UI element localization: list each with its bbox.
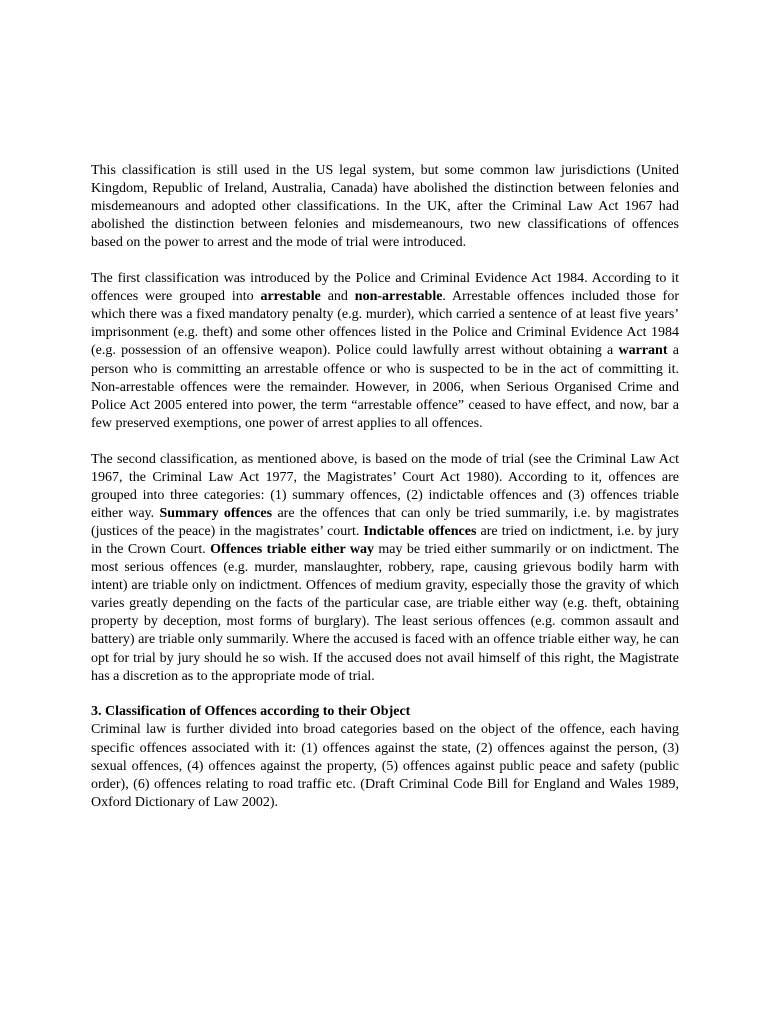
paragraph-text: and (320, 289, 355, 305)
section-classification-by-object (91, 703, 679, 812)
paragraph-text: are the offences that can only be tried summarily, i.e. by magistrates (justices of the peace) in the magistrates’ court. (91, 505, 679, 539)
document-page (91, 162, 679, 812)
paragraph-text: The second classification, as mentioned above, is based on the mode of trial (see the Criminal Law Act 1967, the Criminal Law Act 1977, the Magistrates’ Court Act 1980). According to it, offences are grouped into three categories: (1) summary offences, (2) indictable offences and (3) offences triable either way. (91, 451, 679, 521)
paragraph-text: Criminal law is further divided into broad categories based on the object of the offence, each having specific offences associated with it: (1) offences against the state, (2) offences against the person, (3) sexual offences, (4) offences against the property, (5) offences against public peace and safety (public order), (6) offences relating to road traffic etc. (Draft Criminal Code Bill for England and Wales 1989, Oxford Dictionary of Law 2002). (91, 722, 679, 810)
paragraph-text: The first classification was introduced by the Police and Criminal Evidence Act 1984. According to it offences were grouped into (91, 271, 679, 305)
term-indictable-offences: Indictable offences (363, 523, 477, 539)
paragraph-text: . Arrestable offences included those for which there was a fixed mandatory penalty (e.g. murder), which carried a sentence of at least five years’ imprisonment (e.g. theft) and some other offences listed in the Police and Criminal Evidence Act 1984 (e.g. possession of an offensive weapon). Police could lawfully arrest without obtaining a (91, 289, 679, 359)
paragraph-second-classification (91, 451, 679, 686)
term-arrestable: arrestable (260, 289, 321, 305)
term-summary-offences: Summary offences (159, 505, 273, 521)
term-warrant: warrant (618, 343, 668, 359)
paragraph-object-classification (91, 721, 679, 811)
term-non-arrestable: non-arrestable (354, 289, 443, 305)
paragraph-text: are tried on indictment, i.e. by jury in the Crown Court. (91, 523, 679, 557)
paragraph-us-classification (91, 162, 679, 252)
paragraph-text: This classification is still used in the US legal system, but some common law jurisdictions (United Kingdom, Republic of Ireland, Australia, Canada) have abolished the distinction between felonies and misdemeanours and adopted other classifications. In the UK, after the Criminal Law Act 1967 had abolished the distinction between felonies and misdemeanours, two new classifications of offences based on the power to arrest and the mode of trial were introduced. (91, 163, 679, 251)
paragraph-text: a person who is committing an arrestable offence or who is suspected to be in the act of committing it. Non-arrestable offences were the remainder. However, in 2006, when Serious Organised Crime and Police Act 2005 entered into power, the term “arrestable offence” ceased to have effect, and now, bar a few preserved exemptions, one power of arrest applies to all offences. (91, 343, 680, 431)
paragraph-first-classification (91, 270, 679, 433)
section-heading: 3. Classification of Offences according to their Object (91, 704, 411, 720)
paragraph-text: may be tried either summarily or on indictment. The most serious offences (e.g. murder, manslaughter, robbery, rape, causing grievous bodily harm with intent) are triable only on indictment. Offences of medium gravity, especially those the gravity of which varies greatly depending on the facts of the particular case, are triable either way (e.g. theft, obtaining property by deception, most forms of burglary). The least serious offences (e.g. common assault and battery) are triable only summarily. Where the accused is faced with an offence triable either way, he can opt for trial by jury should he so wish. If the accused does not avail himself of this right, the Magistrate has a discretion as to the appropriate mode of trial. (91, 541, 679, 684)
term-offences-triable-either-way: Offences triable either way (210, 541, 374, 557)
